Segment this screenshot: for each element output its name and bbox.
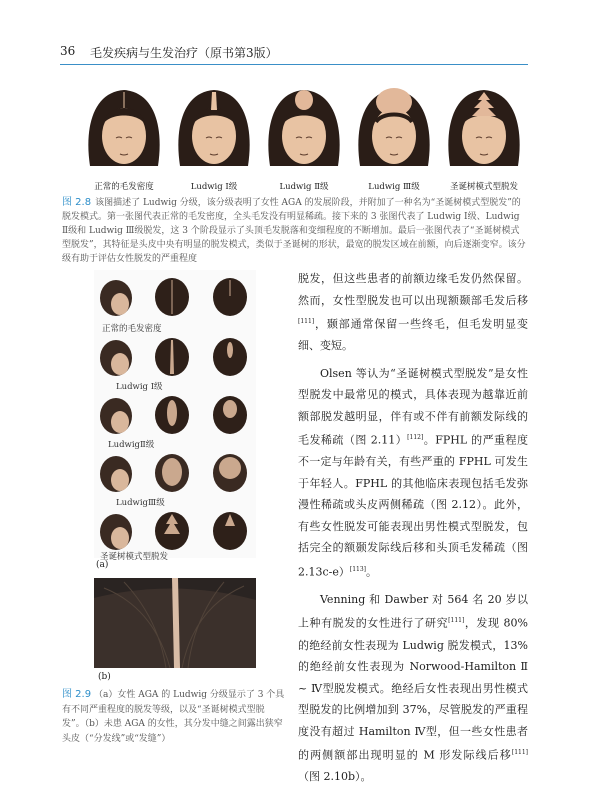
panel-label-ludwig-2: LudwigⅡ级	[108, 440, 155, 450]
figure-2-8-text: 该图描述了 Ludwig 分级，该分级表明了女性 AGA 的发展阶段，并附加了一种名为“圣诞树模式型脱发”的脱发模式。第一张图代表正常的毛发密度，全头毛发没有明显稀疏。接下来的 3 张图代表了 Ludwig Ⅰ级、Ludwig Ⅱ级和 Ludwig Ⅲ级脱发，这 3 个阶段显示了头顶毛发脱落和变细程度的不断增加。最后一张图代表了“圣诞树模式型脱发”，其特征是头皮中央有明显的脱发模式，类似于圣诞树的形状，最宽的脱发区域在前额，向后逐渐变窄。该分级有助于评估女性脱发的严重程度	[62, 198, 526, 264]
photo-head	[152, 336, 192, 378]
citation: [111]	[298, 318, 315, 325]
photo-head	[96, 276, 136, 318]
paragraph-3	[298, 589, 528, 788]
photo-head	[210, 510, 250, 552]
panel-b-label: (b)	[98, 672, 111, 682]
citation: [111]	[448, 617, 465, 625]
head-ludwig-2-illustration	[264, 86, 344, 176]
photo-head	[96, 336, 136, 378]
head-normal-illustration	[84, 86, 164, 176]
p1-text-a: 脱发，但这些患者的前额边缘毛发仍然保留。然而，女性型脱发也可以出现额颞部毛发后移	[298, 272, 528, 307]
photo-head	[210, 394, 250, 436]
figure-2-9-panel-a	[94, 270, 256, 562]
head-christmas-tree-illustration	[444, 86, 524, 176]
photo-head	[96, 510, 136, 552]
figure-2-9-label: 图 2.9	[62, 689, 92, 700]
photo-head	[152, 394, 192, 436]
figure-2-8-illustrations	[84, 86, 524, 194]
p2-text-c: 。	[366, 565, 378, 579]
p3-text-b: ，发现 80% 的绝经前女性表现为 Ludwig 脱发模式，13% 的绝经前女性表现为 Norwood-Hamilton Ⅱ ~ Ⅳ型脱发模式。绝经后女性表现出男性模式型脱发的比例增加到 37%，尽管脱发的严重程度没有超过 Hamilton Ⅳ型，但一些女性患者的两侧额部出现明显的 M 形发际线后移	[298, 617, 528, 762]
photo-head	[210, 276, 250, 318]
photo-head	[96, 394, 136, 436]
photo-head	[210, 452, 250, 494]
caption-ludwig-3: Ludwig Ⅲ级	[368, 182, 420, 192]
figure-2-8-caption	[62, 196, 528, 266]
caption-christmas-tree: 圣诞树模式型脱发	[449, 182, 518, 192]
p3-text-c: （图 2.10b）。	[298, 770, 372, 784]
panel-label-ludwig-3: LudwigⅢ级	[116, 498, 165, 508]
body-text	[298, 268, 528, 788]
panel-label-ludwig-1: Ludwig Ⅰ级	[116, 382, 163, 392]
paragraph-1	[298, 268, 528, 357]
book-title: 毛发疾病与生发治疗（原书第3版）	[90, 46, 278, 60]
header-rule	[60, 64, 528, 65]
photo-head	[152, 276, 192, 318]
p2-text-a: Olsen 等认为“圣诞树模式型脱发”是女性型脱发中最常见的模式，具体表现为越靠近前额部脱发越明显，伴有或不伴有前额发际线的毛发稀疏（图 2.11）	[298, 366, 528, 447]
panel-a-label: (a)	[96, 560, 109, 570]
p2-text-b: 。FPHL 的严重程度不一定与年龄有关，有些严重的 FPHL 可发生于年轻人。FPHL 的其他临床表现包括毛发弥漫性稀疏或头皮两侧稀疏（图 2.12）。此外，有些女性脱发可能表现出男性模式型脱发，包括完全的额颞发际线后移和头顶毛发稀疏（图 2.13c-e）	[298, 433, 528, 579]
figure-2-8-label: 图 2.8	[62, 197, 92, 208]
panel-label-christmas-tree: 圣诞树模式型脱发	[100, 552, 169, 562]
p3-text-a: Venning 和 Dawber 对 564 名 20 岁以上种有脱发的女性进行了研究	[298, 592, 528, 631]
figure-2-9-caption	[62, 688, 286, 746]
figure-2-9-panel-b-photo	[94, 578, 256, 668]
photo-head	[152, 452, 192, 494]
p1-text-b: ，颞部通常保留一些终毛，但毛发明显变细、变短。	[298, 317, 528, 353]
caption-ludwig-2: Ludwig Ⅱ级	[279, 182, 329, 192]
citation: [113]	[349, 565, 367, 573]
figure-2-9-text: （a）女性 AGA 的 Ludwig 分级显示了 3 个具有不同严重程度的脱发等级，以及“圣诞树模式型脱发”。（b）未患 AGA 的女性，其分发中缝之间露出狭窄头皮（“分发线”或“发缝”）	[62, 690, 285, 744]
photo-head	[96, 452, 136, 494]
page-number: 36	[60, 44, 76, 58]
citation: [112]	[407, 434, 424, 442]
page-header	[60, 44, 530, 66]
caption-ludwig-1: Ludwig Ⅰ级	[190, 182, 238, 192]
head-ludwig-3-illustration	[354, 86, 434, 176]
head-ludwig-1-illustration	[174, 86, 254, 176]
photo-head	[152, 510, 192, 552]
paragraph-2	[298, 363, 528, 583]
photo-head	[210, 336, 250, 378]
citation: [111]	[511, 749, 528, 757]
panel-label-normal: 正常的毛发密度	[102, 324, 162, 334]
caption-normal: 正常的毛发密度	[94, 182, 154, 192]
